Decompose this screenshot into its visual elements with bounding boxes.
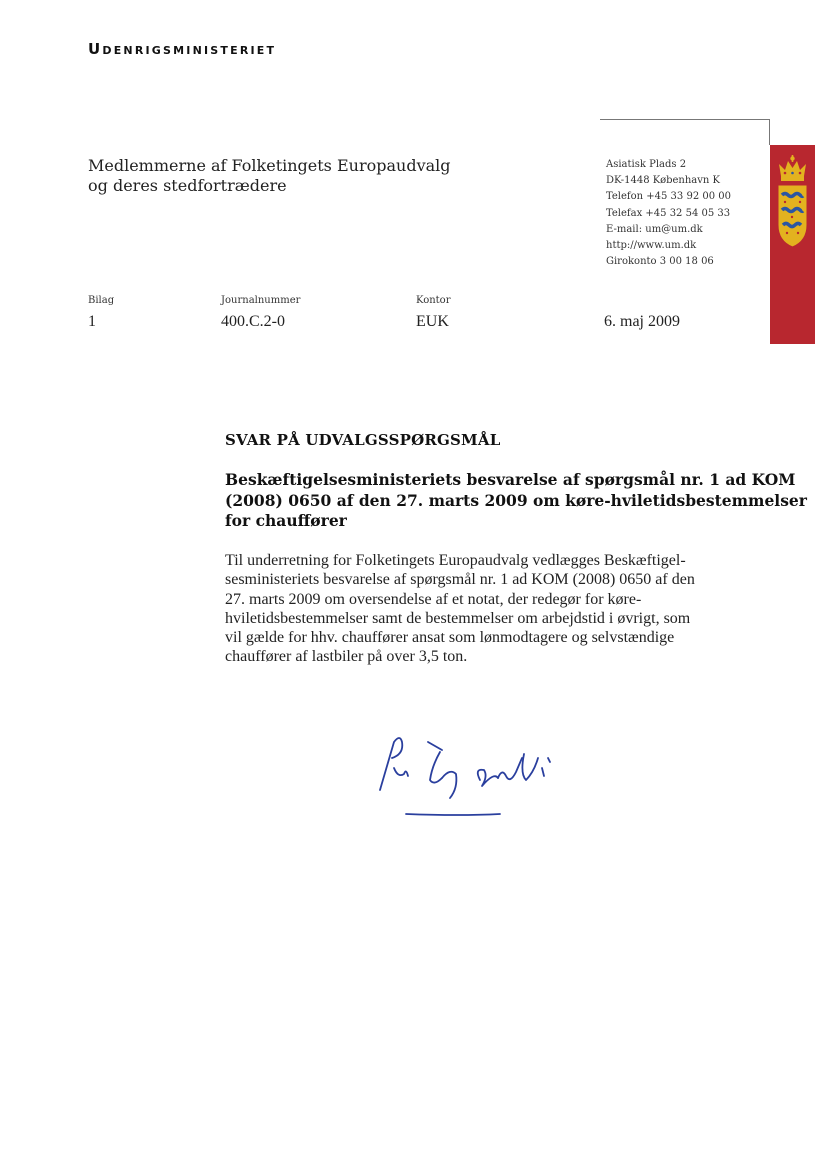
body-line: sesministeriets besvarelse af spørgsmål nr. 1 ad KOM (2008) 0650 af den <box>225 571 695 589</box>
sender-address <box>606 157 731 270</box>
body-line: hviletidsbestemmelser samt de bestemmelser om arbejdstid i øvrigt, som <box>225 609 691 627</box>
address-fax: Telefax +45 32 54 05 33 <box>606 207 731 219</box>
header-divider <box>600 119 770 120</box>
red-band <box>770 145 815 344</box>
body-line: Til underretning for Folketingets Europaudvalg vedlægges Beskæftigel- <box>225 552 686 569</box>
header-divider-vertical <box>769 119 770 145</box>
journal-number-label: Journalnummer <box>221 295 301 306</box>
office-value: EUK <box>416 313 449 330</box>
recipient-line: og deres stedfortrædere <box>88 176 287 195</box>
body-line: 27. marts 2009 om oversendelse af et notat, der redegør for køre- <box>225 590 642 608</box>
address-giro: Girokonto 3 00 18 06 <box>606 256 714 268</box>
handwritten-signature <box>370 728 570 828</box>
letter-date: 6. maj 2009 <box>604 313 680 330</box>
body-line: chauffører af lastbiler på over 3,5 ton. <box>225 648 468 666</box>
subject-line: for chauffører <box>225 511 347 530</box>
address-phone: Telefon +45 33 92 00 00 <box>606 191 731 203</box>
journal-number-value: 400.C.2-0 <box>221 313 285 330</box>
body-line: vil gælde for hhv. chauffører ansat som lønmodtagere og selvstændige <box>225 629 675 647</box>
address-website: http://www.um.dk <box>606 240 697 252</box>
body-paragraph <box>225 551 695 667</box>
subject-line: (2008) 0650 af den 27. marts 2009 om køre-hviletidsbestemmelser <box>225 490 807 510</box>
bilag-value: 1 <box>88 313 96 330</box>
subject-block <box>225 470 807 532</box>
subject-line: Beskæftigelsesministeriets besvarelse af spørgsmål nr. 1 ad KOM <box>225 470 796 489</box>
ministry-name: Udenrigsministeriet <box>88 40 277 58</box>
danish-coat-of-arms-icon <box>770 155 815 275</box>
recipient-line: Medlemmerne af Folketingets Europaudvalg <box>88 156 451 175</box>
recipient-block <box>88 156 451 196</box>
address-street: Asiatisk Plads 2 <box>606 159 687 170</box>
address-city: DK-1448 København K <box>606 175 720 187</box>
address-email: E-mail: um@um.dk <box>606 223 703 235</box>
bilag-label: Bilag <box>88 295 115 306</box>
document-heading: SVAR PÅ UDVALGSSPØRGSMÅL <box>225 431 501 449</box>
office-label: Kontor <box>416 295 451 306</box>
